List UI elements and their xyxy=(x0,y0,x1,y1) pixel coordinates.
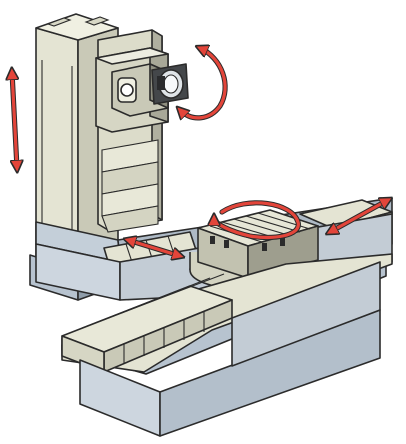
vertical-axis-arrow-icon xyxy=(12,72,17,168)
slide-segments xyxy=(102,140,158,232)
spindle-head xyxy=(96,30,188,232)
